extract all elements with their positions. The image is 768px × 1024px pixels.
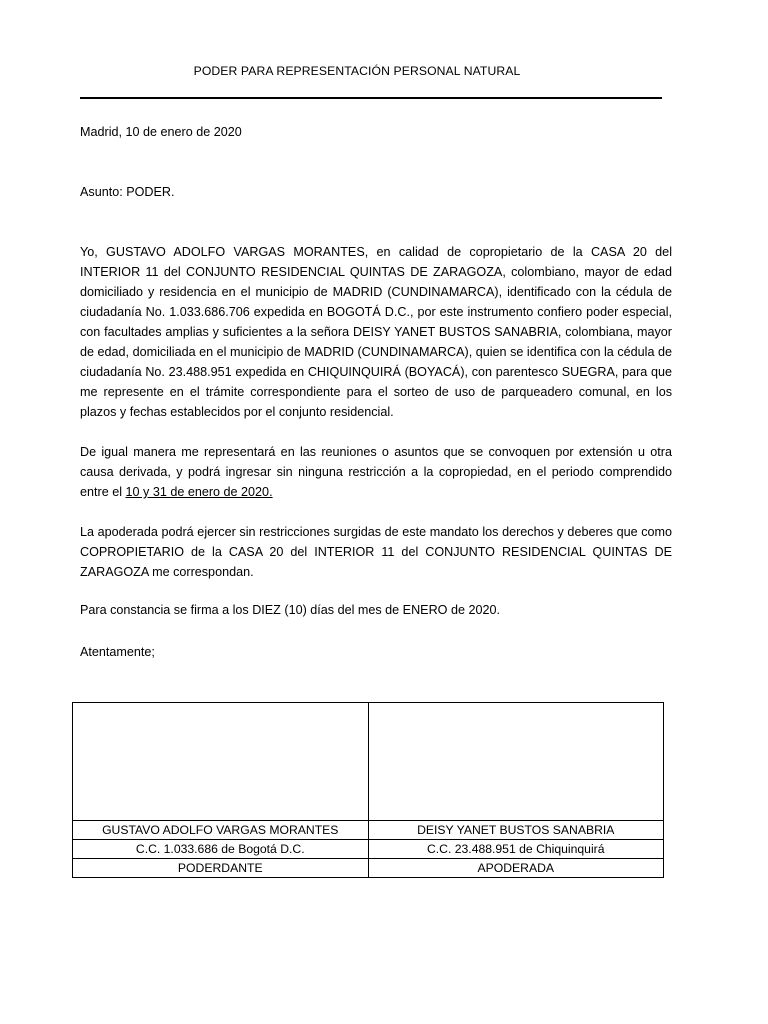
paragraph-scope (80, 442, 672, 502)
paragraph-scope-text (80, 442, 672, 502)
paragraph-scope-main: De igual manera me representará en las reuniones o asuntos que se convoquen por extensión u otra causa derivada, y podrá ingresar sin ninguna restricción a la copropiedad, en el periodo comprendido entre el (80, 445, 672, 499)
subject-line: Asunto: PODER. (80, 185, 175, 199)
grantor-name: GUSTAVO ADOLFO VARGAS MORANTES (73, 821, 369, 840)
document-title: PODER PARA REPRESENTACIÓN PERSONAL NATURAL (193, 64, 521, 78)
place-date: Madrid, 10 de enero de 2020 (80, 125, 242, 139)
title-divider (80, 97, 662, 99)
paragraph-scope-dates: 10 y 31 de enero de 2020. (125, 485, 273, 499)
grantor-signature-box (73, 703, 369, 821)
grantor-role: PODERDANTE (73, 859, 369, 878)
paragraph-grant-text: Yo, GUSTAVO ADOLFO VARGAS MORANTES, en calidad de copropietario de la CASA 20 del INTERIOR 11 del CONJUNTO RESIDENCIAL QUINTAS DE ZARAGOZA, colombiano, mayor de edad domiciliado y residencia en el municipio de MADRID (CUNDINAMARCA), identificado con la cédula de ciudadanía No. 1.033.686.706 expedida en BOGOTÁ D.C., por este instrumento confiero poder especial, con facultades amplias y suficientes a la señora DEISY YANET BUSTOS SANABRIA, colombiana, mayor de edad, domiciliada en el municipio de MADRID (CUNDINAMARCA), quien se identifica con la cédula de ciudadanía No. 23.488.951 expedida en CHIQUINQUIRÁ (BOYACÁ), con parentesco SUEGRA, para que me represente en el trámite correspondiente para el sorteo de uso de parqueadero comunal, en los plazos y fechas establecidos por el conjunto residencial. (80, 245, 672, 419)
attorney-name: DEISY YANET BUSTOS SANABRIA (368, 821, 664, 840)
attorney-id: C.C. 23.488.951 de Chiquinquirá (368, 840, 664, 859)
paragraph-powers (80, 522, 672, 582)
grantor-id: C.C. 1.033.686 de Bogotá D.C. (73, 840, 369, 859)
closing: Atentamente; (80, 645, 155, 659)
paragraph-signing: Para constancia se firma a los DIEZ (10) días del mes de ENERO de 2020. (80, 603, 500, 617)
id-row (73, 840, 664, 859)
paragraph-powers-text: La apoderada podrá ejercer sin restricciones surgidas de este mandato los derechos y deberes que como COPROPIETARIO de la CASA 20 del INTERIOR 11 del CONJUNTO RESIDENCIAL QUINTAS DE ZARAGOZA me correspondan. (80, 525, 672, 579)
role-row (73, 859, 664, 878)
paragraph-grant (80, 242, 672, 422)
signature-row (73, 703, 664, 821)
attorney-role: APODERADA (368, 859, 664, 878)
name-row (73, 821, 664, 840)
attorney-signature-box (368, 703, 664, 821)
signature-table (72, 702, 664, 878)
